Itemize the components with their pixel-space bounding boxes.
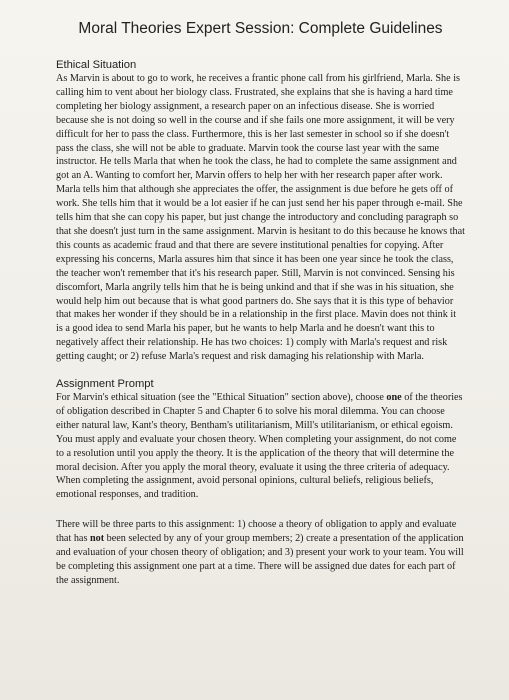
section-paragraph	[56, 391, 465, 502]
section-heading: Ethical Situation	[56, 59, 137, 71]
section-paragraph: As Marvin is about to go to work, he receives a frantic phone call from his girlfriend, Marla. She is calling him to vent about her biology class. Frustrated, she explains that she is having a hard time completing her biology assignment, a research paper on an infectious disease. She is worried because she is not doing so well in the course and if she fails one more assignment, it will be very difficult for her to pass the class. Furthermore, this is her last semester in school so if she doesn't pass the class, she will not be able to graduate. Marvin took the course last year with the same instructor. He tells Marla that when he took the class, he had to complete the same assignment and got an A. Wanting to comfort her, Marvin offers to help her with her research paper after work. Marla tells him that although she appreciates the offer, the assignment is due before he gets off of work. She tells him that it would be a lot easier if he can just send her his paper through e-mail. She tells him that she can copy his paper, but just change the introductory and concluding paragraph so that she doesn't just turn in the same assignment. Marvin is hesitant to do this because he knows that this counts as academic fraud and that there are severe institutional penalties for copying. After expressing his concerns, Marla assures him that since it has been one year since he took the class, the teacher won't remember that it's his research paper. Still, Marvin is not convinced. Sensing his discomfort, Marla angrily tells him that he is being unkind and that if she was in his situation, she would help him out because that is what good partners do. She says that it is this type of behavior that makes her wonder if they should be in a relationship in the first place. Mavin does not think it is a good idea to send Marla his paper, but he wants to help Marla and he doesn't want this to negatively affect their relationship. He has two choices: 1) comply with Marla's request and risk getting caught; or 2) refuse Marla's request and risk damaging his relationship with Marla.	[56, 73, 465, 363]
page-title: Moral Theories Expert Session: Complete Guidelines	[78, 20, 443, 37]
section-assignment-prompt	[56, 378, 465, 502]
paragraph-text: of the theories of obligation described in Chapter 5 and Chapter 6 to solve his moral dilemma. You can choose either natural law, Kant's theory, Bentham's utilitarianism, Mill's utilitarianism, or ethical egoism. You must apply and evaluate your chosen theory. When completing your assignment, do not come to a resolution until you apply the theory. It is the application of the theory that will determine the moral decision. After you apply the moral theory, evaluate it using the three criteria of adequacy. When completing the assignment, avoid personal opinions, cultural beliefs, religious beliefs, emotional responses, and tradition.	[56, 392, 463, 501]
section-paragraph	[56, 518, 465, 588]
paragraph-text: There will be three parts to this assignment: 1) choose a theory of obligation to apply and evaluate that has	[56, 519, 457, 545]
emphasis-text: not	[89, 533, 105, 545]
paragraph-text: been selected by any of your group members; 2) create a presentation of the application and evaluation of your chosen theory of obligation; and 3) present your work to your team. You will be completing this assignment one part at a time. There will be assigned due dates for each part of the assignment.	[56, 533, 464, 586]
emphasis-text: one	[386, 392, 402, 404]
section-heading: Assignment Prompt	[56, 378, 154, 391]
section-ethical-situation	[56, 59, 465, 364]
section-assignment-parts	[56, 518, 465, 588]
paragraph-text: For Marvin's ethical situation (see the "Ethical Situation" section above), choose	[56, 392, 387, 404]
